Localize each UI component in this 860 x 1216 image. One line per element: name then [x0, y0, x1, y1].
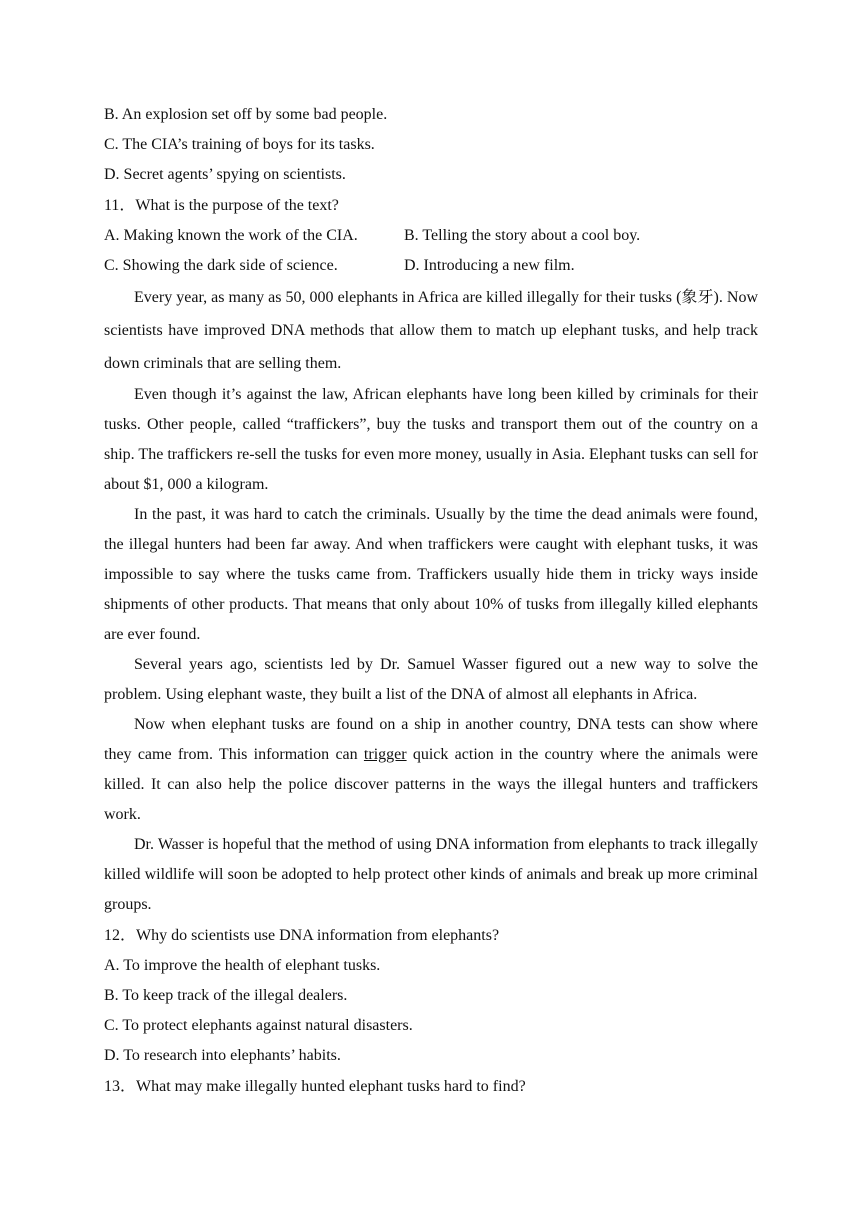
passage-paragraph-6: Dr. Wasser is hopeful that the method of using DNA information from elephants to track illegally killed wildlife will soon be adopted to help protect other kinds of animals and break up more criminal groups. — [104, 836, 758, 913]
passage-paragraph-5 — [104, 710, 758, 830]
q12-option-a: A. To improve the health of elephant tusks. — [104, 957, 381, 974]
q12-option-c: C. To protect elephants against natural disasters. — [104, 1017, 413, 1034]
q11-stem: 11．What is the purpose of the text? — [104, 197, 339, 214]
q10-option-d: D. Secret agents’ spying on scientists. — [104, 166, 346, 183]
q12-option-d: D. To research into elephants’ habits. — [104, 1047, 341, 1064]
passage-paragraph-2: Even though it’s against the law, African elephants have long been killed by criminals for their tusks. Other people, called “traffickers”, buy the tusks and transport them out of the country on a ship. The traffickers re-sell the tusks for even more money, usually in Asia. Elephant tusks can sell for about $1, 000 a kilogram. — [104, 386, 758, 493]
p5-text-after: quick action in the country where the animals were killed. It can also help the police discover patterns in the ways the illegal hunters and traffickers work. — [104, 746, 758, 823]
passage-paragraph-3: In the past, it was hard to catch the criminals. Usually by the time the dead animals were found, the illegal hunters had been far away. And when traffickers were caught with elephant tusks, it was impossible to say where the tusks came from. Traffickers usually hide them in tricky ways inside shipments of other products. That means that only about 10% of tusks from illegally killed elephants are ever found. — [104, 506, 758, 643]
q12-stem: 12．Why do scientists use DNA information from elephants? — [104, 927, 500, 944]
q11-option-c: C. Showing the dark side of science. — [104, 257, 338, 274]
document-page — [104, 100, 758, 1102]
q11-options-row-2 — [104, 251, 758, 281]
q13-stem: 13．What may make illegally hunted elephant tusks hard to find? — [104, 1078, 526, 1095]
passage-paragraph-1: Every year, as many as 50, 000 elephants in Africa are killed illegally for their tusks (象牙). Now scientists have improved DNA methods that allow them to match up elephant tusks, and help track down criminals that are selling them. — [104, 289, 758, 372]
passage-paragraph-4: Several years ago, scientists led by Dr. Samuel Wasser figured out a new way to solve the problem. Using elephant waste, they built a list of the DNA of almost all elephants in Africa. — [104, 656, 758, 703]
q10-option-b: B. An explosion set off by some bad people. — [104, 106, 388, 123]
underlined-word-trigger: trigger — [363, 746, 407, 763]
q11-option-d: D. Introducing a new film. — [404, 257, 575, 274]
q12-option-b: B. To keep track of the illegal dealers. — [104, 987, 348, 1004]
p5-text-before: Now when elephant tusks are found on a ship in another country, DNA tests can show where they came from. This information can — [104, 716, 758, 763]
q11-option-b: B. Telling the story about a cool boy. — [404, 227, 641, 244]
q11-options-row-1 — [104, 221, 758, 251]
q10-option-c: C. The CIA’s training of boys for its tasks. — [104, 136, 375, 153]
q11-option-a: A. Making known the work of the CIA. — [104, 227, 358, 244]
